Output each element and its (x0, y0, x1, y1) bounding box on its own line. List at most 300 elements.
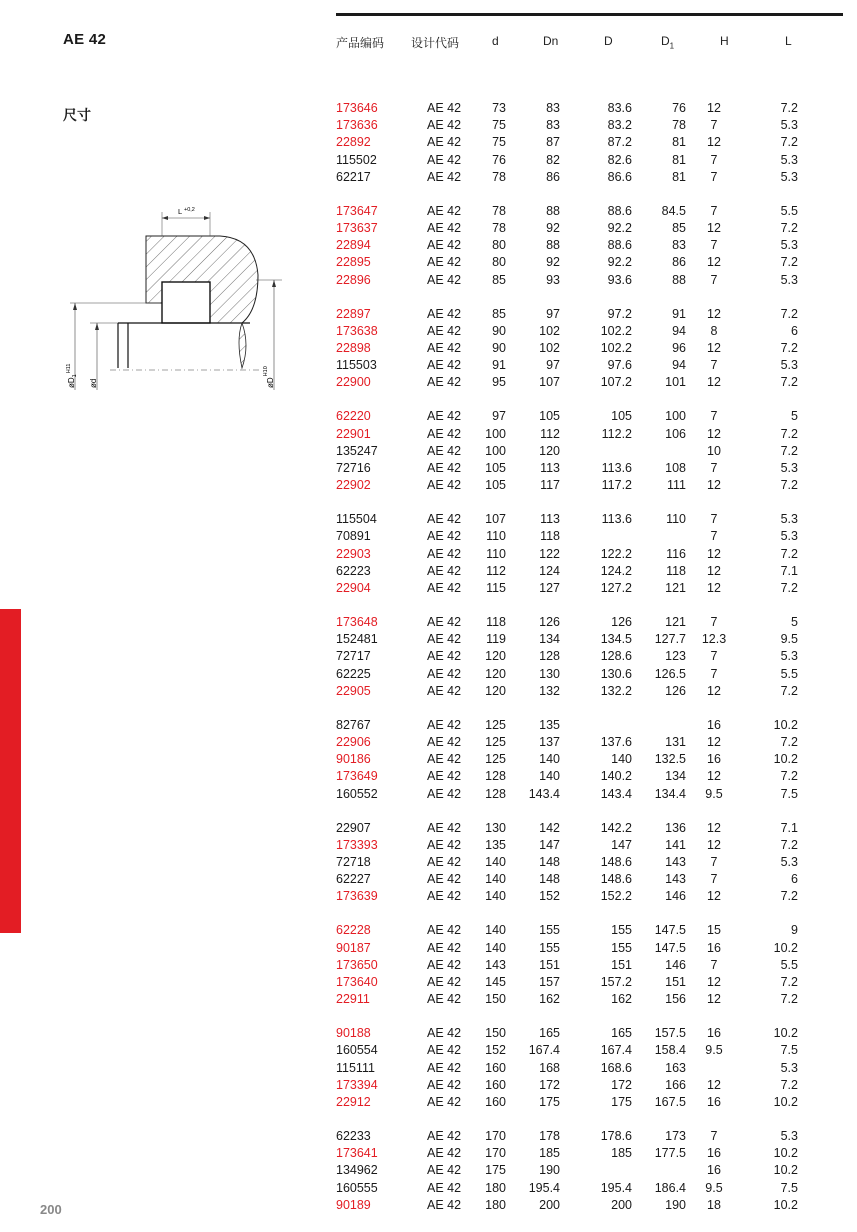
table-group (0, 101, 857, 204)
cell-d: 78 (492, 220, 506, 235)
cell-d: 119 (486, 632, 506, 647)
cell-design: AE 42 (427, 323, 462, 338)
cell-D1: 121 (665, 580, 686, 595)
cell-H: 12 (707, 220, 721, 235)
table-row (0, 838, 857, 855)
cell-H: 12 (707, 889, 721, 904)
cell-D1: 101 (665, 375, 686, 390)
cell-dn: 120 (539, 443, 560, 458)
cell-d: 75 (492, 135, 506, 150)
cell-D: 195.4 (600, 1180, 632, 1195)
cell-D: 143.4 (600, 786, 632, 801)
cell-D: 167.4 (600, 1043, 632, 1058)
cell-D1: 156 (665, 992, 686, 1007)
cell-code: 62220 (336, 409, 371, 424)
cell-design: AE 42 (427, 460, 462, 475)
cell-code: 22904 (336, 580, 371, 595)
cell-D1: 123 (665, 649, 686, 664)
cell-dn: 167.4 (528, 1043, 560, 1058)
product-table (0, 101, 857, 1232)
cell-d: 90 (492, 323, 506, 338)
cell-H: 12.3 (701, 632, 727, 647)
cell-D: 83.2 (607, 118, 632, 133)
cell-D1: 83 (672, 238, 686, 253)
cell-code: 173646 (336, 101, 378, 115)
table-row (0, 752, 857, 769)
cell-H: 7 (710, 358, 718, 373)
cell-D1: 157.5 (654, 1026, 686, 1041)
cell-H: 7 (710, 152, 718, 167)
cell-D1: 88 (672, 272, 686, 287)
cell-design: AE 42 (427, 666, 462, 681)
table-row (0, 1129, 857, 1146)
cell-design: AE 42 (427, 478, 462, 493)
cell-code: 115504 (336, 512, 377, 527)
cell-L: 5.3 (780, 460, 798, 475)
cell-code: 22905 (336, 683, 371, 698)
cell-L: 7.2 (780, 683, 798, 698)
cell-design: AE 42 (427, 786, 462, 801)
cell-H: 12 (707, 255, 721, 270)
cell-d: 100 (485, 426, 506, 441)
cell-H: 7 (710, 872, 718, 887)
table-row (0, 1026, 857, 1043)
dim-D-label: øD (266, 377, 275, 388)
cell-design: AE 42 (427, 837, 462, 852)
cell-d: 140 (485, 854, 506, 869)
table-row (0, 341, 857, 358)
cell-H: 16 (707, 752, 721, 767)
cell-D1: 143 (665, 854, 686, 869)
cell-L: 10.2 (773, 940, 798, 955)
cell-D: 168.6 (600, 1060, 632, 1075)
cell-L: 5.5 (780, 666, 798, 681)
cell-D1: 94 (672, 358, 686, 373)
cell-dn: 148 (539, 872, 560, 887)
cell-H: 9.5 (705, 1043, 723, 1058)
cell-L: 10.2 (773, 1146, 798, 1161)
cell-L: 7.5 (780, 1043, 798, 1058)
cell-d: 180 (485, 1197, 506, 1212)
cell-dn: 93 (546, 272, 560, 287)
cell-L: 7.2 (780, 769, 798, 784)
cell-D: 88.6 (607, 238, 632, 253)
cell-design: AE 42 (427, 375, 462, 390)
cell-design: AE 42 (427, 512, 462, 527)
cell-design: AE 42 (427, 854, 462, 869)
cell-d: 95 (492, 375, 506, 390)
table-row (0, 101, 857, 118)
table-row (0, 1043, 857, 1060)
cell-dn: 147 (539, 837, 560, 852)
header-L: L (785, 34, 792, 48)
cell-dn: 190 (539, 1163, 560, 1178)
cell-D: 151 (611, 957, 632, 972)
table-row (0, 375, 857, 392)
cell-design: AE 42 (427, 632, 462, 647)
cell-dn: 151 (539, 957, 560, 972)
cell-design: AE 42 (427, 426, 462, 441)
cell-code: 134962 (336, 1163, 378, 1178)
cell-H: 7 (710, 272, 718, 287)
cell-L: 7.2 (780, 992, 798, 1007)
cell-code: 173648 (336, 614, 378, 629)
table-row (0, 735, 857, 752)
cell-dn: 148 (539, 854, 560, 869)
cell-d: 78 (492, 169, 506, 184)
cell-dn: 127 (539, 580, 560, 595)
table-group (0, 204, 857, 307)
cell-d: 145 (485, 974, 506, 989)
cell-d: 110 (486, 529, 506, 544)
cell-D: 148.6 (600, 872, 632, 887)
cell-d: 140 (485, 872, 506, 887)
cell-dn: 86 (546, 169, 560, 184)
header-d: d (492, 34, 499, 48)
cell-design: AE 42 (427, 1146, 462, 1161)
cell-L: 7.2 (780, 734, 798, 749)
cell-dn: 195.4 (528, 1180, 560, 1195)
cell-H: 8 (710, 323, 718, 338)
cell-design: AE 42 (427, 974, 462, 989)
table-row (0, 358, 857, 378)
cell-H: 16 (707, 940, 721, 955)
cell-H: 7 (710, 238, 718, 253)
cell-d: 91 (492, 358, 506, 373)
table-row (0, 204, 857, 221)
cell-code: 115111 (336, 1060, 375, 1075)
table-group (0, 615, 857, 718)
cell-L: 5.5 (780, 957, 798, 972)
cell-D: 97.2 (607, 306, 632, 321)
cell-code: 152481 (336, 632, 378, 647)
table-row (0, 649, 857, 666)
cell-H: 7 (710, 169, 718, 184)
cell-D1: 146 (665, 889, 686, 904)
table-group (0, 307, 857, 410)
dim-D1-label: øD (67, 377, 76, 388)
table-row (0, 255, 857, 272)
cell-d: 107 (485, 512, 506, 527)
cell-D1: 108 (665, 460, 686, 475)
cell-D1: 147.5 (654, 923, 686, 938)
cell-code: 22906 (336, 734, 371, 749)
cell-dn: 165 (539, 1026, 560, 1041)
cell-code: 173638 (336, 323, 378, 338)
cell-dn: 140 (539, 752, 560, 767)
cell-D: 175 (611, 1094, 632, 1109)
cell-L: 7.2 (780, 546, 798, 561)
table-row (0, 153, 857, 170)
cell-D1: 127.7 (654, 632, 686, 647)
dim-L-label: L (178, 207, 183, 216)
cell-D1: 81 (672, 152, 686, 167)
cell-dn: 155 (539, 940, 560, 955)
cell-d: 140 (485, 889, 506, 904)
cell-code: 160552 (336, 786, 378, 801)
cell-code: 22900 (336, 375, 371, 390)
cell-dn: 107 (539, 375, 560, 390)
cell-L: 7.2 (780, 375, 798, 390)
cell-L: 7.2 (780, 426, 798, 441)
cell-code: 62225 (336, 666, 371, 681)
cell-H: 12 (707, 478, 721, 493)
cell-D: 132.2 (600, 683, 632, 698)
cell-d: 120 (485, 683, 506, 698)
cell-L: 7.2 (780, 974, 798, 989)
cell-dn: 88 (546, 203, 560, 218)
cell-D1: 86 (672, 255, 686, 270)
cell-L: 5.3 (780, 512, 798, 527)
table-row (0, 958, 857, 975)
cell-code: 115502 (336, 152, 377, 167)
cell-D: 124.2 (600, 563, 632, 578)
cell-D: 142.2 (600, 820, 632, 835)
cell-dn: 112 (540, 426, 560, 441)
cell-design: AE 42 (427, 220, 462, 235)
cell-code: 72718 (336, 854, 371, 869)
cell-D1: 118 (666, 563, 686, 578)
cell-H: 12 (707, 683, 721, 698)
cell-design: AE 42 (427, 1128, 462, 1143)
cell-code: 173649 (336, 769, 378, 784)
cell-code: 90186 (336, 752, 371, 767)
table-row (0, 529, 857, 546)
cell-L: 7.2 (780, 837, 798, 852)
cell-D: 130.6 (600, 666, 632, 681)
cell-code: 173647 (336, 203, 378, 218)
cell-D1: 100 (665, 409, 686, 424)
cell-D: 165 (611, 1026, 632, 1041)
cell-D1: 151 (665, 974, 686, 989)
cell-H: 12 (707, 375, 721, 390)
cell-H: 7 (710, 409, 718, 424)
cell-H: 9.5 (705, 1180, 723, 1195)
cell-design: AE 42 (427, 203, 462, 218)
cell-D: 83.6 (607, 101, 632, 115)
cell-D: 127.2 (600, 580, 632, 595)
cell-D: 93.6 (607, 272, 632, 287)
table-group (0, 512, 857, 615)
cell-D1: 121 (665, 614, 686, 629)
cell-design: AE 42 (427, 340, 462, 355)
table-row (0, 1061, 857, 1078)
cell-code: 22894 (336, 238, 371, 253)
cell-L: 5.3 (780, 529, 798, 544)
table-row (0, 444, 857, 461)
cell-L: 7.2 (780, 306, 798, 321)
cell-code: 173640 (336, 974, 378, 989)
cell-code: 173636 (336, 118, 378, 133)
cell-d: 150 (485, 1026, 506, 1041)
table-row (0, 324, 857, 341)
cell-H: 18 (707, 1197, 721, 1212)
cell-L: 7.2 (780, 1077, 798, 1092)
cell-D: 112.2 (601, 426, 632, 441)
table-row (0, 238, 857, 255)
cell-D: 102.2 (600, 340, 632, 355)
cell-d: 80 (492, 238, 506, 253)
table-row (0, 512, 857, 529)
cell-L: 9.5 (780, 632, 798, 647)
table-row (0, 1078, 857, 1095)
cell-H: 7 (710, 529, 718, 544)
cell-d: 85 (492, 306, 506, 321)
cell-D: 97.6 (607, 358, 632, 373)
cell-code: 72716 (336, 460, 371, 475)
cell-L: 5.3 (780, 1060, 798, 1075)
cell-L: 7.2 (780, 443, 798, 458)
cell-L: 10.2 (773, 1026, 798, 1041)
cell-design: AE 42 (427, 923, 462, 938)
cell-H: 12 (707, 580, 721, 595)
cell-dn: 122 (539, 546, 560, 561)
cell-D1: 166 (665, 1077, 686, 1092)
cell-L: 7.2 (780, 340, 798, 355)
cell-H: 12 (707, 306, 721, 321)
cell-D: 134.5 (600, 632, 632, 647)
cell-D1: 136 (665, 820, 686, 835)
header-D1-sub: 1 (669, 41, 675, 51)
table-row (0, 975, 857, 992)
cell-dn: 83 (546, 118, 560, 133)
cell-D1: 173 (665, 1128, 686, 1143)
cell-design: AE 42 (427, 1180, 462, 1195)
cell-D1: 81 (672, 169, 686, 184)
cell-d: 120 (485, 649, 506, 664)
cell-D1: 143 (665, 872, 686, 887)
cell-design: AE 42 (427, 1197, 462, 1212)
header-H: H (720, 34, 729, 48)
cell-D: 128.6 (600, 649, 632, 664)
cell-H: 10 (707, 443, 721, 458)
cell-dn: 142 (539, 820, 560, 835)
table-row (0, 547, 857, 564)
cell-D1: 116 (666, 546, 686, 561)
cell-design: AE 42 (427, 614, 462, 629)
header-D: D (604, 34, 613, 48)
cell-H: 7 (710, 614, 718, 629)
cell-D: 178.6 (600, 1128, 632, 1143)
cell-D: 86.6 (607, 169, 632, 184)
table-row (0, 615, 857, 632)
cell-L: 5.3 (780, 358, 798, 373)
cell-D1: 106 (665, 426, 686, 441)
cell-code: 22901 (336, 426, 371, 441)
cell-code: 115503 (336, 358, 377, 373)
cell-d: 180 (485, 1180, 506, 1195)
cell-D1: 81 (672, 135, 686, 150)
cell-design: AE 42 (427, 529, 462, 544)
cell-code: 22898 (336, 340, 371, 355)
cell-design: AE 42 (427, 272, 462, 287)
cell-L: 5.3 (780, 1128, 798, 1143)
cell-design: AE 42 (427, 255, 462, 270)
cell-L: 5.3 (780, 238, 798, 253)
cell-D1: 141 (665, 837, 686, 852)
cell-H: 9.5 (705, 786, 723, 801)
cell-code: 90187 (336, 940, 371, 955)
dim-d-label: ød (89, 378, 98, 388)
cell-L: 7.2 (780, 135, 798, 150)
cell-d: 160 (485, 1077, 506, 1092)
cell-dn: 92 (546, 220, 560, 235)
cell-D1: 134 (665, 769, 686, 784)
cell-H: 16 (707, 1026, 721, 1041)
cell-L: 7.1 (780, 820, 798, 835)
cell-design: AE 42 (427, 306, 462, 321)
table-row (0, 718, 857, 735)
header-D1 (661, 34, 674, 50)
header-design: 设计代码 (411, 36, 460, 50)
cell-code: 22895 (336, 255, 371, 270)
cell-H: 15 (707, 923, 721, 938)
cell-dn: 135 (539, 717, 560, 732)
cell-design: AE 42 (427, 957, 462, 972)
table-row (0, 632, 857, 649)
cell-design: AE 42 (427, 889, 462, 904)
cell-D: 105 (611, 409, 632, 424)
cell-d: 85 (492, 272, 506, 287)
cell-H: 12 (707, 734, 721, 749)
cell-code: 160554 (336, 1043, 378, 1058)
cell-code: 173650 (336, 957, 378, 972)
table-row (0, 889, 857, 906)
cell-D: 137.6 (600, 734, 632, 749)
cell-d: 143 (485, 957, 506, 972)
cell-D: 107.2 (600, 375, 632, 390)
cell-dn: 130 (539, 666, 560, 681)
cell-dn: 162 (539, 992, 560, 1007)
table-row (0, 992, 857, 1009)
cell-dn: 102 (539, 340, 560, 355)
table-row (0, 409, 857, 426)
cell-H: 12 (707, 837, 721, 852)
cell-dn: 185 (539, 1146, 560, 1161)
dim-D-tolerance: H10 (263, 366, 269, 377)
dimensions-heading: 尺寸 (63, 107, 91, 123)
cell-design: AE 42 (427, 101, 462, 115)
cell-design: AE 42 (427, 1163, 462, 1178)
table-row (0, 667, 857, 684)
cell-code: 22911 (336, 992, 370, 1007)
cell-d: 75 (492, 118, 506, 133)
cell-D: 157.2 (600, 974, 632, 989)
cell-code: 62227 (336, 872, 371, 887)
cell-H: 7 (710, 649, 718, 664)
cell-dn: 140 (539, 769, 560, 784)
cell-code: 70891 (336, 529, 371, 544)
cell-D1: 158.4 (654, 1043, 686, 1058)
cell-H: 12 (707, 135, 721, 150)
cell-design: AE 42 (427, 820, 462, 835)
cell-d: 97 (492, 409, 506, 424)
cell-L: 7.2 (780, 101, 798, 115)
cell-code: 22896 (336, 272, 371, 287)
cell-d: 125 (485, 734, 506, 749)
cell-D: 155 (611, 940, 632, 955)
cell-L: 10.2 (773, 1163, 798, 1178)
cell-L: 7.1 (780, 563, 798, 578)
table-row (0, 118, 857, 135)
cell-code: 173641 (336, 1146, 378, 1161)
cell-L: 6 (791, 872, 798, 887)
table-row (0, 581, 857, 598)
cell-D1: 131 (665, 734, 686, 749)
cell-d: 100 (485, 443, 506, 458)
cell-code: 22903 (336, 546, 371, 561)
cell-D1: 177.5 (654, 1146, 686, 1161)
